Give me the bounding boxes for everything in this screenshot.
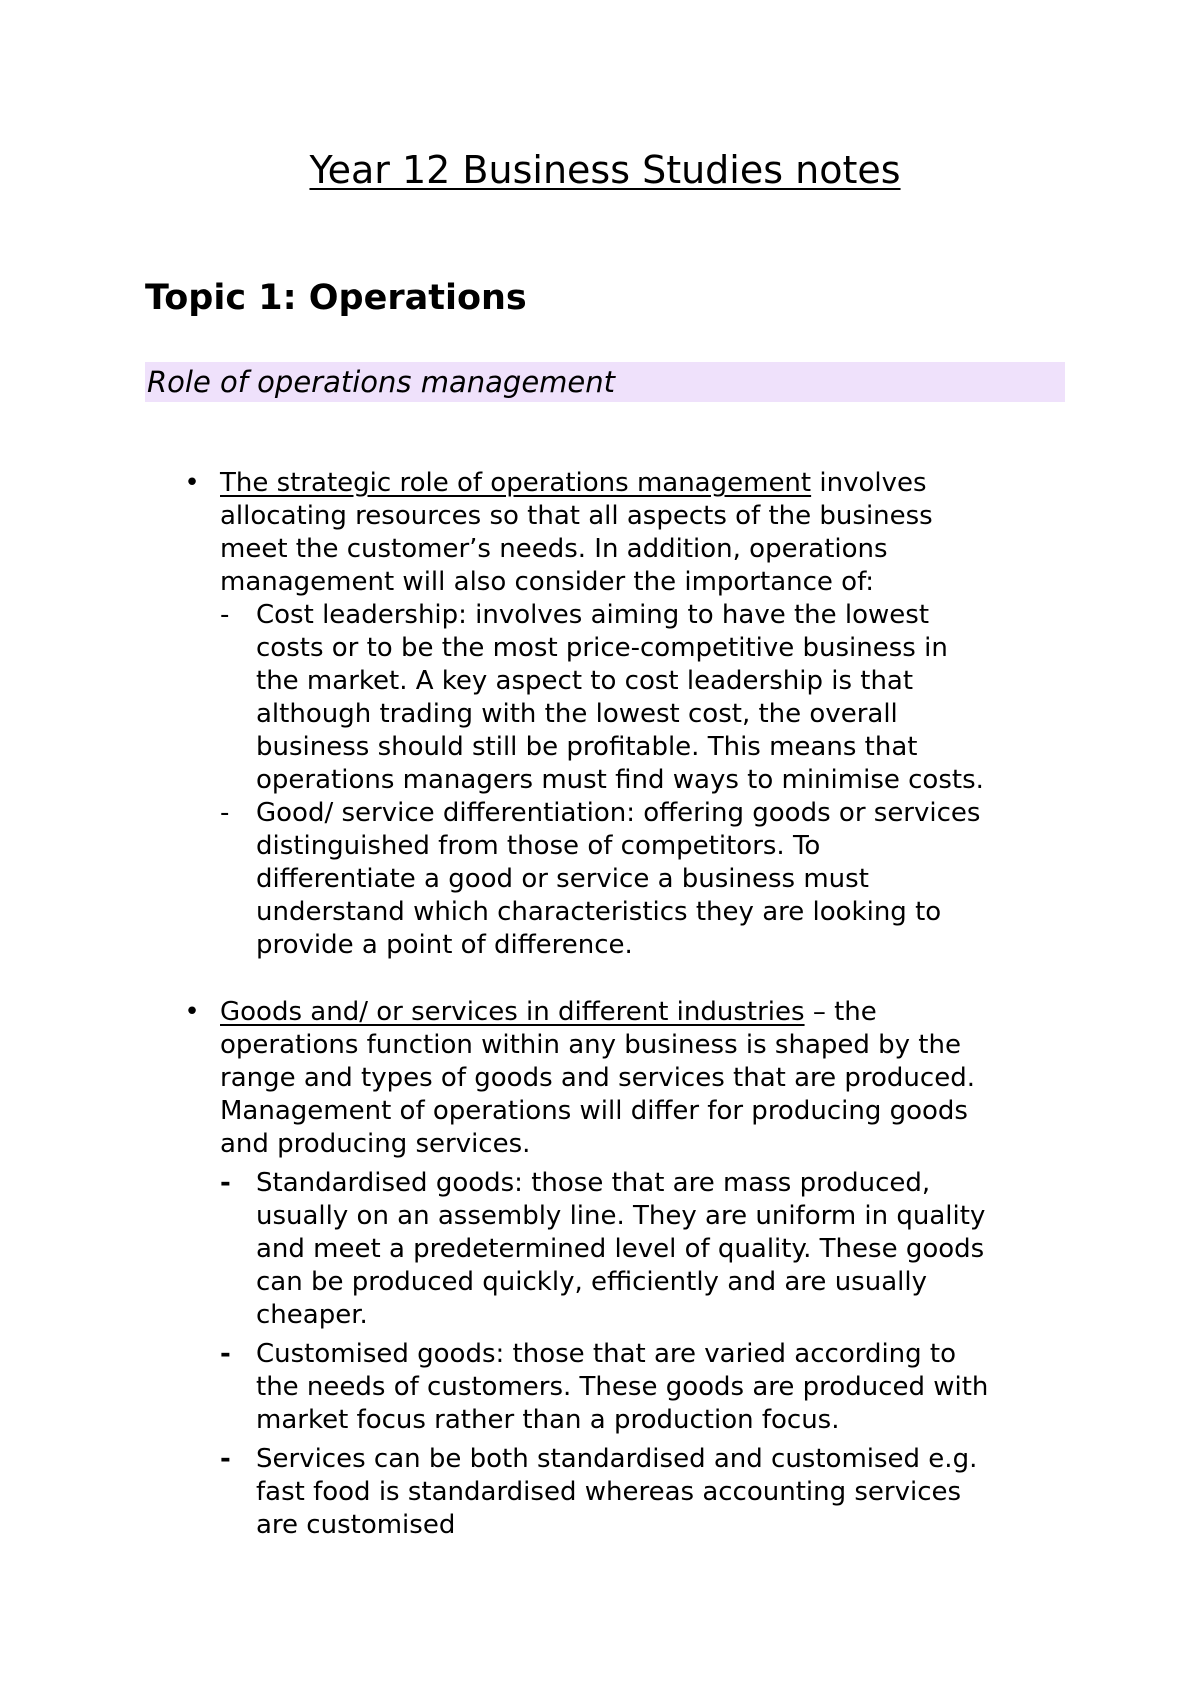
sub-item-line: fast food is standardised whereas accounting services <box>256 1477 962 1507</box>
sub-item-line: cheaper. <box>256 1300 368 1330</box>
bullet-line: management will also consider the importance of: <box>220 567 875 597</box>
sub-item-line: business should still be profitable. This means that <box>256 732 918 762</box>
bullet-line: allocating resources so that all aspects of the business <box>220 501 933 531</box>
sub-item-standardised-goods <box>220 1167 1076 1332</box>
sub-item-services <box>220 1443 1076 1542</box>
sub-item-marker: - <box>220 600 230 630</box>
bullet-lead-term: Goods and/ or services in different industries <box>220 997 805 1027</box>
bullet-paragraph <box>220 996 1070 1161</box>
bullet-line: meet the customer’s needs. In addition, operations <box>220 534 888 564</box>
sub-item-line: although trading with the lowest cost, the overall <box>256 699 898 729</box>
sub-item-line: costs or to be the most price-competitive business in <box>256 633 948 663</box>
bullet-line <box>220 467 1070 500</box>
bullet-line: operations function within any business is shaped by the <box>220 1030 961 1060</box>
sub-item-line: operations managers must find ways to minimise costs. <box>256 765 984 795</box>
bullet-line-text: involves <box>811 468 927 498</box>
section-heading: Role of operations management <box>145 362 1065 402</box>
bullet-paragraph <box>220 467 1070 599</box>
sub-item-line: distinguished from those of competitors. To <box>256 831 821 861</box>
bullet-lead-term: The strategic role of operations management <box>220 468 812 498</box>
sub-item-line: differentiate a good or service a business must <box>256 864 869 894</box>
sub-item-marker: - <box>220 798 230 828</box>
sub-item-cost-leadership <box>220 599 1076 797</box>
sub-item-marker: - <box>220 1444 231 1474</box>
bullet-dot: • <box>184 468 200 498</box>
sub-item-line: provide a point of difference. <box>256 930 633 960</box>
sub-item-line: Cost leadership: involves aiming to have the lowest <box>256 600 930 630</box>
document-title: Year 12 Business Studies notes <box>309 148 901 192</box>
sub-item-line: understand which characteristics they are looking to <box>256 897 942 927</box>
bullet-line: and producing services. <box>220 1129 531 1159</box>
bullet-line: range and types of goods and services that are produced. <box>220 1063 975 1093</box>
bullet-line <box>220 996 1070 1029</box>
bullet-line: Management of operations will differ for producing goods <box>220 1096 968 1126</box>
sub-item-line: Standardised goods: those that are mass produced, <box>256 1168 931 1198</box>
sub-item-line: are customised <box>256 1510 456 1540</box>
bullet-item-strategic-role <box>145 467 1065 962</box>
sub-item-line: can be produced quickly, efficiently and are usually <box>256 1267 927 1297</box>
sub-list <box>220 599 1065 962</box>
sub-item-line: Customised goods: those that are varied according to <box>256 1339 957 1369</box>
sub-item-line: the needs of customers. These goods are produced with <box>256 1372 989 1402</box>
sub-list <box>220 1167 1065 1542</box>
sub-item-line: Services can be both standardised and customised e.g. <box>256 1444 978 1474</box>
bullet-dot: • <box>184 997 200 1027</box>
sub-item-line: Good/ service differentiation: offering goods or services <box>256 798 981 828</box>
sub-item-line: usually on an assembly line. They are uniform in quality <box>256 1201 986 1231</box>
sub-item-marker: - <box>220 1339 231 1369</box>
sub-item-customised-goods <box>220 1338 1076 1437</box>
bullet-line-text: – the <box>804 997 877 1027</box>
sub-item-marker: - <box>220 1168 231 1198</box>
sub-item-differentiation <box>220 797 1076 962</box>
sub-item-line: the market. A key aspect to cost leadership is that <box>256 666 914 696</box>
topic-heading: Topic 1: Operations <box>145 278 527 318</box>
bullet-item-goods-services <box>145 996 1065 1542</box>
sub-item-line: market focus rather than a production focus. <box>256 1405 840 1435</box>
sub-item-line: and meet a predetermined level of quality. These goods <box>256 1234 985 1264</box>
